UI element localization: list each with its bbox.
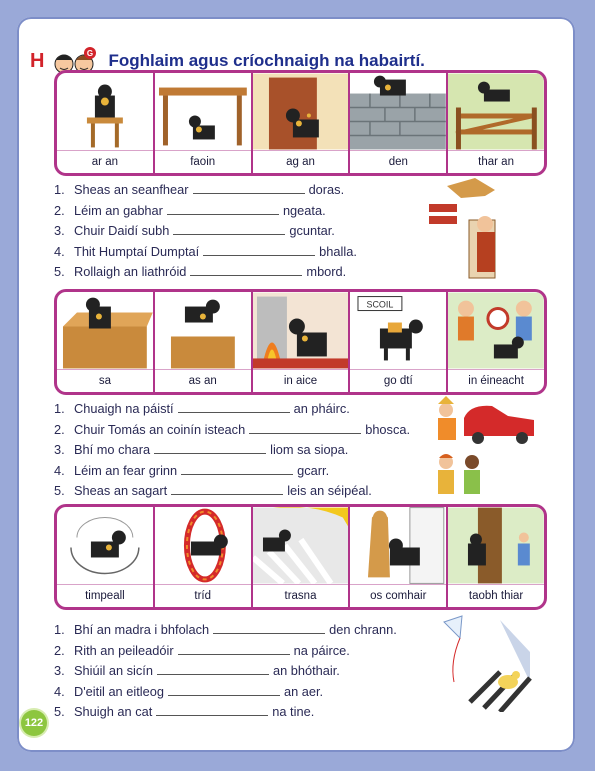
answer-blank[interactable] [190, 264, 302, 276]
dog-with-boys-icon [448, 292, 544, 369]
list-item: 3. Shiúil an sicín an bhóthair. [54, 663, 340, 678]
picture-cell [57, 292, 155, 392]
answer-blank[interactable] [181, 463, 293, 475]
answer-blank[interactable] [173, 223, 285, 235]
answer-blank[interactable] [154, 442, 266, 454]
picture-cell [155, 507, 253, 607]
page-number-badge: 122 [21, 710, 47, 736]
dog-beside-fire-icon [253, 292, 349, 369]
answer-blank[interactable] [203, 244, 315, 256]
dog-off-wall-icon [350, 73, 446, 150]
dog-out-of-box-icon [155, 292, 251, 369]
list-item: 1. Bhí an madra i bhfolach den chrann. [54, 622, 397, 637]
list-item: 1. Chuaigh na páistí an pháirc. [54, 401, 350, 416]
picture-strip-2 [54, 289, 547, 395]
answer-blank[interactable] [157, 663, 269, 675]
answer-blank[interactable] [193, 182, 305, 194]
picture-cell [350, 73, 448, 173]
answer-blank[interactable] [171, 483, 283, 495]
picture-cell [253, 73, 351, 173]
list-item: 3. Chuir Daidí subh gcuntar. [54, 223, 335, 238]
list-item: 3. Bhí mo chara liom sa siopa. [54, 442, 349, 457]
list-item: 4. Léim an fear grinn gcarr. [54, 462, 330, 478]
caption: in éineacht [448, 369, 544, 392]
caption: trasna [253, 584, 349, 607]
picture-cell [350, 292, 448, 392]
dog-on-stool-icon [57, 73, 153, 150]
dog-at-door-icon [253, 73, 349, 150]
kite-and-chicken-illustration-icon [430, 612, 540, 712]
caption: as an [155, 369, 251, 392]
picture-strip-1 [54, 70, 547, 176]
exercise-list-3 [54, 620, 397, 723]
picture-cell [57, 73, 155, 173]
caption: tríd [155, 584, 251, 607]
dog-crossing-road-icon [253, 507, 349, 584]
goat-and-man-illustration-icon [425, 176, 505, 281]
picture-cell [350, 507, 448, 607]
picture-cell [155, 73, 253, 173]
answer-blank[interactable] [178, 643, 290, 655]
clown-car-and-children-illustration-icon [430, 396, 540, 500]
answer-blank[interactable] [168, 684, 280, 696]
caption: thar an [448, 150, 544, 173]
caption: go dtí [350, 369, 446, 392]
svg-text:G: G [87, 49, 94, 58]
caption: os comhair [350, 584, 446, 607]
picture-cell [155, 292, 253, 392]
dog-under-table-icon [155, 73, 251, 150]
picture-cell [448, 73, 544, 173]
picture-cell [448, 507, 544, 607]
dog-in-box-icon [57, 292, 153, 369]
list-item: 2. Rith an peileadóir na páirce. [54, 642, 350, 658]
caption: in aice [253, 369, 349, 392]
list-item: 2. Léim an gabhar ngeata. [54, 202, 326, 218]
list-item: 5. Sheas an sagart leis an séipéal. [54, 483, 372, 498]
list-item: 4. D'eitil an eitleog an aer. [54, 683, 324, 699]
dog-behind-tree-icon [448, 507, 544, 584]
exercise-list-1 [54, 180, 357, 283]
caption: ar an [57, 150, 153, 173]
dog-through-hoop-icon [155, 507, 251, 584]
section-title: Foghlaim agus críochnaigh na habairtí. [108, 51, 425, 70]
answer-blank[interactable] [178, 401, 290, 413]
dog-in-front-of-kangaroo-icon [350, 507, 446, 584]
answer-blank[interactable] [249, 422, 361, 434]
list-item: 2. Chuir Tomás an coinín isteach bhosca. [54, 421, 411, 437]
dog-to-school-icon [350, 292, 446, 369]
picture-strip-3 [54, 504, 547, 610]
picture-cell [448, 292, 544, 392]
caption: den [350, 150, 446, 173]
list-item: 5. Rollaigh an liathróid mbord. [54, 264, 347, 279]
picture-cell [253, 292, 351, 392]
svg-text:SCOIL: SCOIL [366, 299, 394, 310]
exercise-list-2 [54, 399, 410, 502]
caption: taobh thiar [448, 584, 544, 607]
section-letter: H [30, 49, 45, 72]
picture-cell [253, 507, 351, 607]
dog-going-around-icon [57, 507, 153, 584]
answer-blank[interactable] [167, 203, 279, 215]
dog-over-gate-icon [448, 73, 544, 150]
list-item: 4. Thit Humptaí Dumptaí bhalla. [54, 243, 357, 259]
answer-blank[interactable] [156, 704, 268, 716]
picture-cell [57, 507, 155, 607]
list-item: 5. Shuigh an cat na tine. [54, 704, 315, 719]
list-item: 1. Sheas an seanfhear doras. [54, 182, 345, 197]
caption: faoin [155, 150, 251, 173]
caption: timpeall [57, 584, 153, 607]
answer-blank[interactable] [213, 622, 325, 634]
caption: ag an [253, 150, 349, 173]
caption: sa [57, 369, 153, 392]
